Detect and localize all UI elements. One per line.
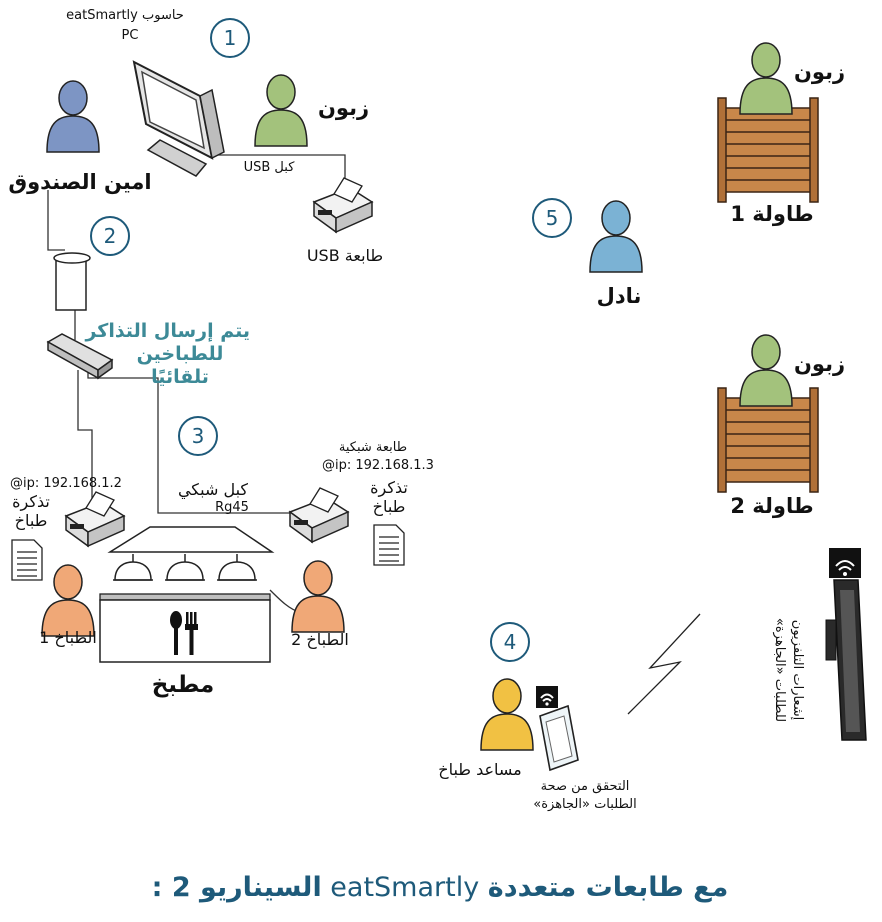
- monitor-icon: [134, 62, 224, 176]
- waiter-avatar: [590, 201, 642, 272]
- network-printer-icon: [290, 488, 348, 542]
- net-printer-label: طابعة شبكية: [338, 440, 408, 455]
- customer-table-2-label: زبون: [794, 352, 846, 376]
- rj45-label: Rg45: [215, 500, 249, 515]
- wifi-icon: [536, 686, 558, 708]
- table-1-label: طاولة 1: [730, 202, 814, 226]
- step-5-badge: 5: [532, 198, 572, 238]
- receipt-icon: [54, 253, 90, 310]
- customer-avatar: [740, 335, 792, 406]
- lightning-icon: [628, 614, 700, 714]
- lamp-icon: [217, 554, 257, 580]
- usb-cable-label: كبل USB: [243, 160, 295, 175]
- tickets-note: يتم إرسال التذاكر للطباخين تلقائيًا: [85, 320, 250, 388]
- customer-pc-label: زبون: [318, 96, 370, 120]
- customer-avatar: [255, 75, 307, 146]
- step-4-badge: 4: [490, 622, 530, 662]
- customer-table-1-label: زبون: [794, 60, 846, 84]
- cook-avatar: [292, 561, 344, 632]
- assistant-label: مساعد طباخ: [438, 760, 522, 779]
- usb-printer-icon: [314, 178, 372, 232]
- assistant-avatar: [481, 679, 533, 750]
- kitchen-hood: [110, 527, 272, 552]
- cook-avatar: [42, 565, 94, 636]
- tablet-icon: [540, 706, 578, 770]
- scenario-title: السيناريو 2 : eatSmartly مع طابعات متعددة: [151, 872, 729, 903]
- pc-sublabel: PC: [121, 28, 139, 43]
- ip-label-2: @ip: 192.168.1.3: [322, 458, 434, 473]
- table-2-label: طاولة 2: [730, 494, 814, 518]
- cashier-avatar: [47, 81, 99, 152]
- verify-note: التحقق من صحة الطلبات «الجاهزة»: [533, 779, 637, 812]
- tv-icon: [826, 548, 866, 740]
- waiter-label: نادل: [596, 284, 642, 308]
- step-3-badge: 3: [178, 416, 218, 456]
- lamp-icon: [113, 554, 153, 580]
- pc-label: حاسوب eatSmartly: [66, 8, 184, 23]
- document-icon: [12, 540, 42, 580]
- cashier-label: امين الصندوق: [8, 170, 152, 194]
- kitchen-label: مطبخ: [151, 672, 215, 698]
- cook-1-label: الطباخ 1: [39, 628, 97, 647]
- step-2-badge: 2: [90, 216, 130, 256]
- lamp-icon: [165, 554, 205, 580]
- document-icon: [374, 525, 404, 565]
- ip-label-1: @ip: 192.168.1.2: [10, 476, 122, 491]
- network-cable-label: كبل شبكي: [177, 480, 249, 499]
- network-printer-icon: [66, 492, 124, 546]
- customer-avatar: [740, 43, 792, 114]
- step-1-badge: 1: [210, 18, 250, 58]
- ticket-label-1: تذكرة طباخ: [12, 492, 50, 530]
- ticket-label-2: تذكرة طباخ: [370, 478, 408, 516]
- usb-printer-label: طابعة USB: [306, 246, 384, 265]
- cook-2-label: الطباخ 2: [291, 630, 349, 649]
- tv-note: إشعارات التلفزيون للطلبات «الجاهزة»: [772, 617, 805, 723]
